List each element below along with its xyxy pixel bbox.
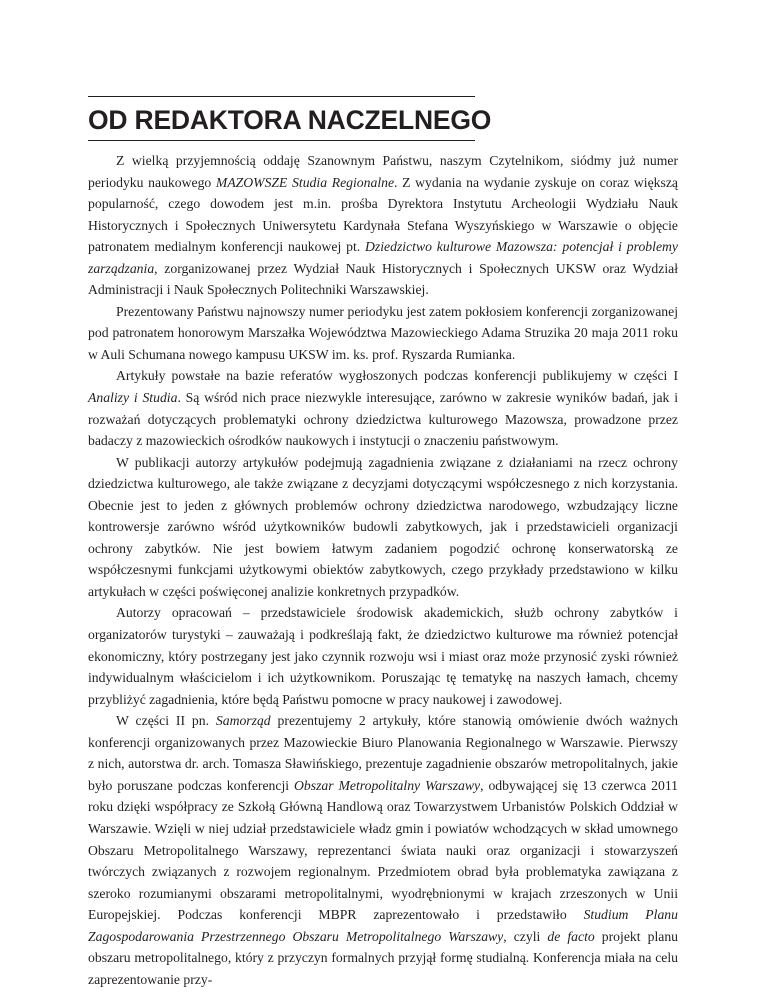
text-run: Z wielką przyjemnością oddaję Szanownym Państwu, naszym Czytelnikom, siódmy już numer periodyku naukowego [88,153,678,190]
italic-run: Obszar Metropolitalny Warszawy [294,777,481,793]
text-run: Artykuły powstałe na bazie referatów wygłoszonych podczas konferencji publikujemy w części I [116,368,678,384]
italic-run: MAZOWSZE Studia Regionalne [215,174,395,190]
italic-run: Dziedzictwo kulturowe Mazowsza: potencjał i problemy zarządzania [88,239,678,276]
paragraph [88,602,678,710]
text-run: , czyli [503,928,548,944]
text-run: . Z wydania na wydanie zyskuje on coraz większą popularność, czego dowodem jest m.in. prośba Dyrektora Instytutu Archeologii Wydziału Nauk Historycznych i Społecznych Uniwersytetu Kardynała Stefana Wyszyńskiego w Warszawie o objęcie patronatem medialnym konferencji naukowej pt. [88,174,678,255]
paragraph [88,301,678,366]
italic-run: Analizy i Studia [88,390,178,406]
text-run: prezentujemy 2 artykuły, które stanowią omówienie dwóch ważnych konferencji organizowanych przez Mazowieckie Biuro Planowania Regionalnego w Warszawie. Pierwszy z nich, autorstwa dr. arch. Tomasza Sławińskiego, prezentuje zagadnienie obszarów metropolitalnych, jakie było poruszane podczas konferencji [88,713,678,793]
page-title: OD REDAKTORA NACZELNEGO [88,105,492,135]
text-run: , zorganizowanej przez Wydział Nauk Historycznych i Społecznych UKSW oraz Wydział Administracji i Nauk Społecznych Politechniki Warszawskiej. [88,260,678,298]
text-run: , odbywającej się 13 czerwca 2011 roku dzięki współpracy ze Szkołą Główną Handlową oraz Towarzystwem Urbanistów Polskich Oddział w Warszawie. Wzięli w niej udział przedstawiciele władz gmin i powiatów wchodzących w skład umownego Obszaru Metropolitalnego Warszawy, reprezentanci świata nauki oraz organizacji i stowarzyszeń twórczych związanych z rozwojem regionalnym. Przedmiotem obrad była problematyka zawiązana z szeroko rozumianymi obszarami metropolitalnymi, wyodrębnionymi w krajach zrzeszonych w Unii Europejskiej. Podczas konferencji MBPR zaprezentowało i przedstawiło [88,777,678,923]
italic-run: Samorząd [215,713,271,729]
text-run: W części II pn. [116,713,216,729]
paragraph [88,710,678,990]
paragraph [88,452,678,603]
article-body [88,150,678,990]
text-run: projekt planu obszaru metropolitalnego, który z przyczyn formalnych przyjął formę studialną. Konferencja miała na celu zaprezentowanie przy- [88,928,679,987]
title-underline [88,140,475,141]
italic-run: de facto [547,928,595,944]
text-run: . Są wśród nich prace niezwykle interesujące, zarówno w zakresie wyników badań, jak i rozważań dotyczących problematyki ochrony dziedzictwa kulturowego Mazowsza, prowadzone przez badaczy z mazowieckich ośrodków naukowych i instytucji o znaczeniu państwowym. [88,390,678,449]
text-run: W publikacji autorzy artykułów podejmują zagadnienia związane z działaniami na rzecz ochrony dziedzictwa kulturowego, ale także związane z decyzjami dotyczącymi współczesnego z nich korzystania. Obecnie jest to jeden z głównych problemów ochrony dziedzictwa narodowego, wzbudzający liczne kontrowersje zarówno wśród użytkowników budowli zabytkowych, jak i przedstawicieli organizacji ochrony zabytków. Nie jest bowiem łatwym zadaniem pogodzić ochronę konserwatorską ze współczesnymi funkcjami użytkowymi obiektów zabytkowych, czego przykłady przedstawiono w kilku artykułach w części poświęconej analizie konkretnych przypadków. [88,454,678,599]
text-run: Autorzy opracowań – przedstawiciele środowisk akademickich, służb ochrony zabytków i organizatorów turystyki – zauważają i podkreślają fakt, że dziedzictwo kulturowe ma również potencjał ekonomiczny, który postrzegany jest jako czynnik rozwoju wsi i miast oraz może przynosić zyski również indywidualnym właścicielom i ich użytkownikom. Poruszając tę tematykę na naszych łamach, chcemy przybliżyć zagadnienia, które będą Państwu pomocne w pracy naukowej i zawodowej. [88,605,678,707]
text-run: Prezentowany Państwu najnowszy numer periodyku jest zatem pokłosiem konferencji zorganizowanej pod patronatem honorowym Marszałka Województwa Mazowieckiego Adama Struzika 20 maja 2011 roku w Auli Schumana nowego kampusu UKSW im. ks. prof. Ryszarda Rumianka. [88,303,678,362]
italic-run: Studium Planu Zagospodarowania Przestrzennego Obszaru Metropolitalnego Warszawy [88,907,678,944]
top-rule [88,96,475,97]
paragraph [88,150,678,301]
paragraph [88,365,678,451]
